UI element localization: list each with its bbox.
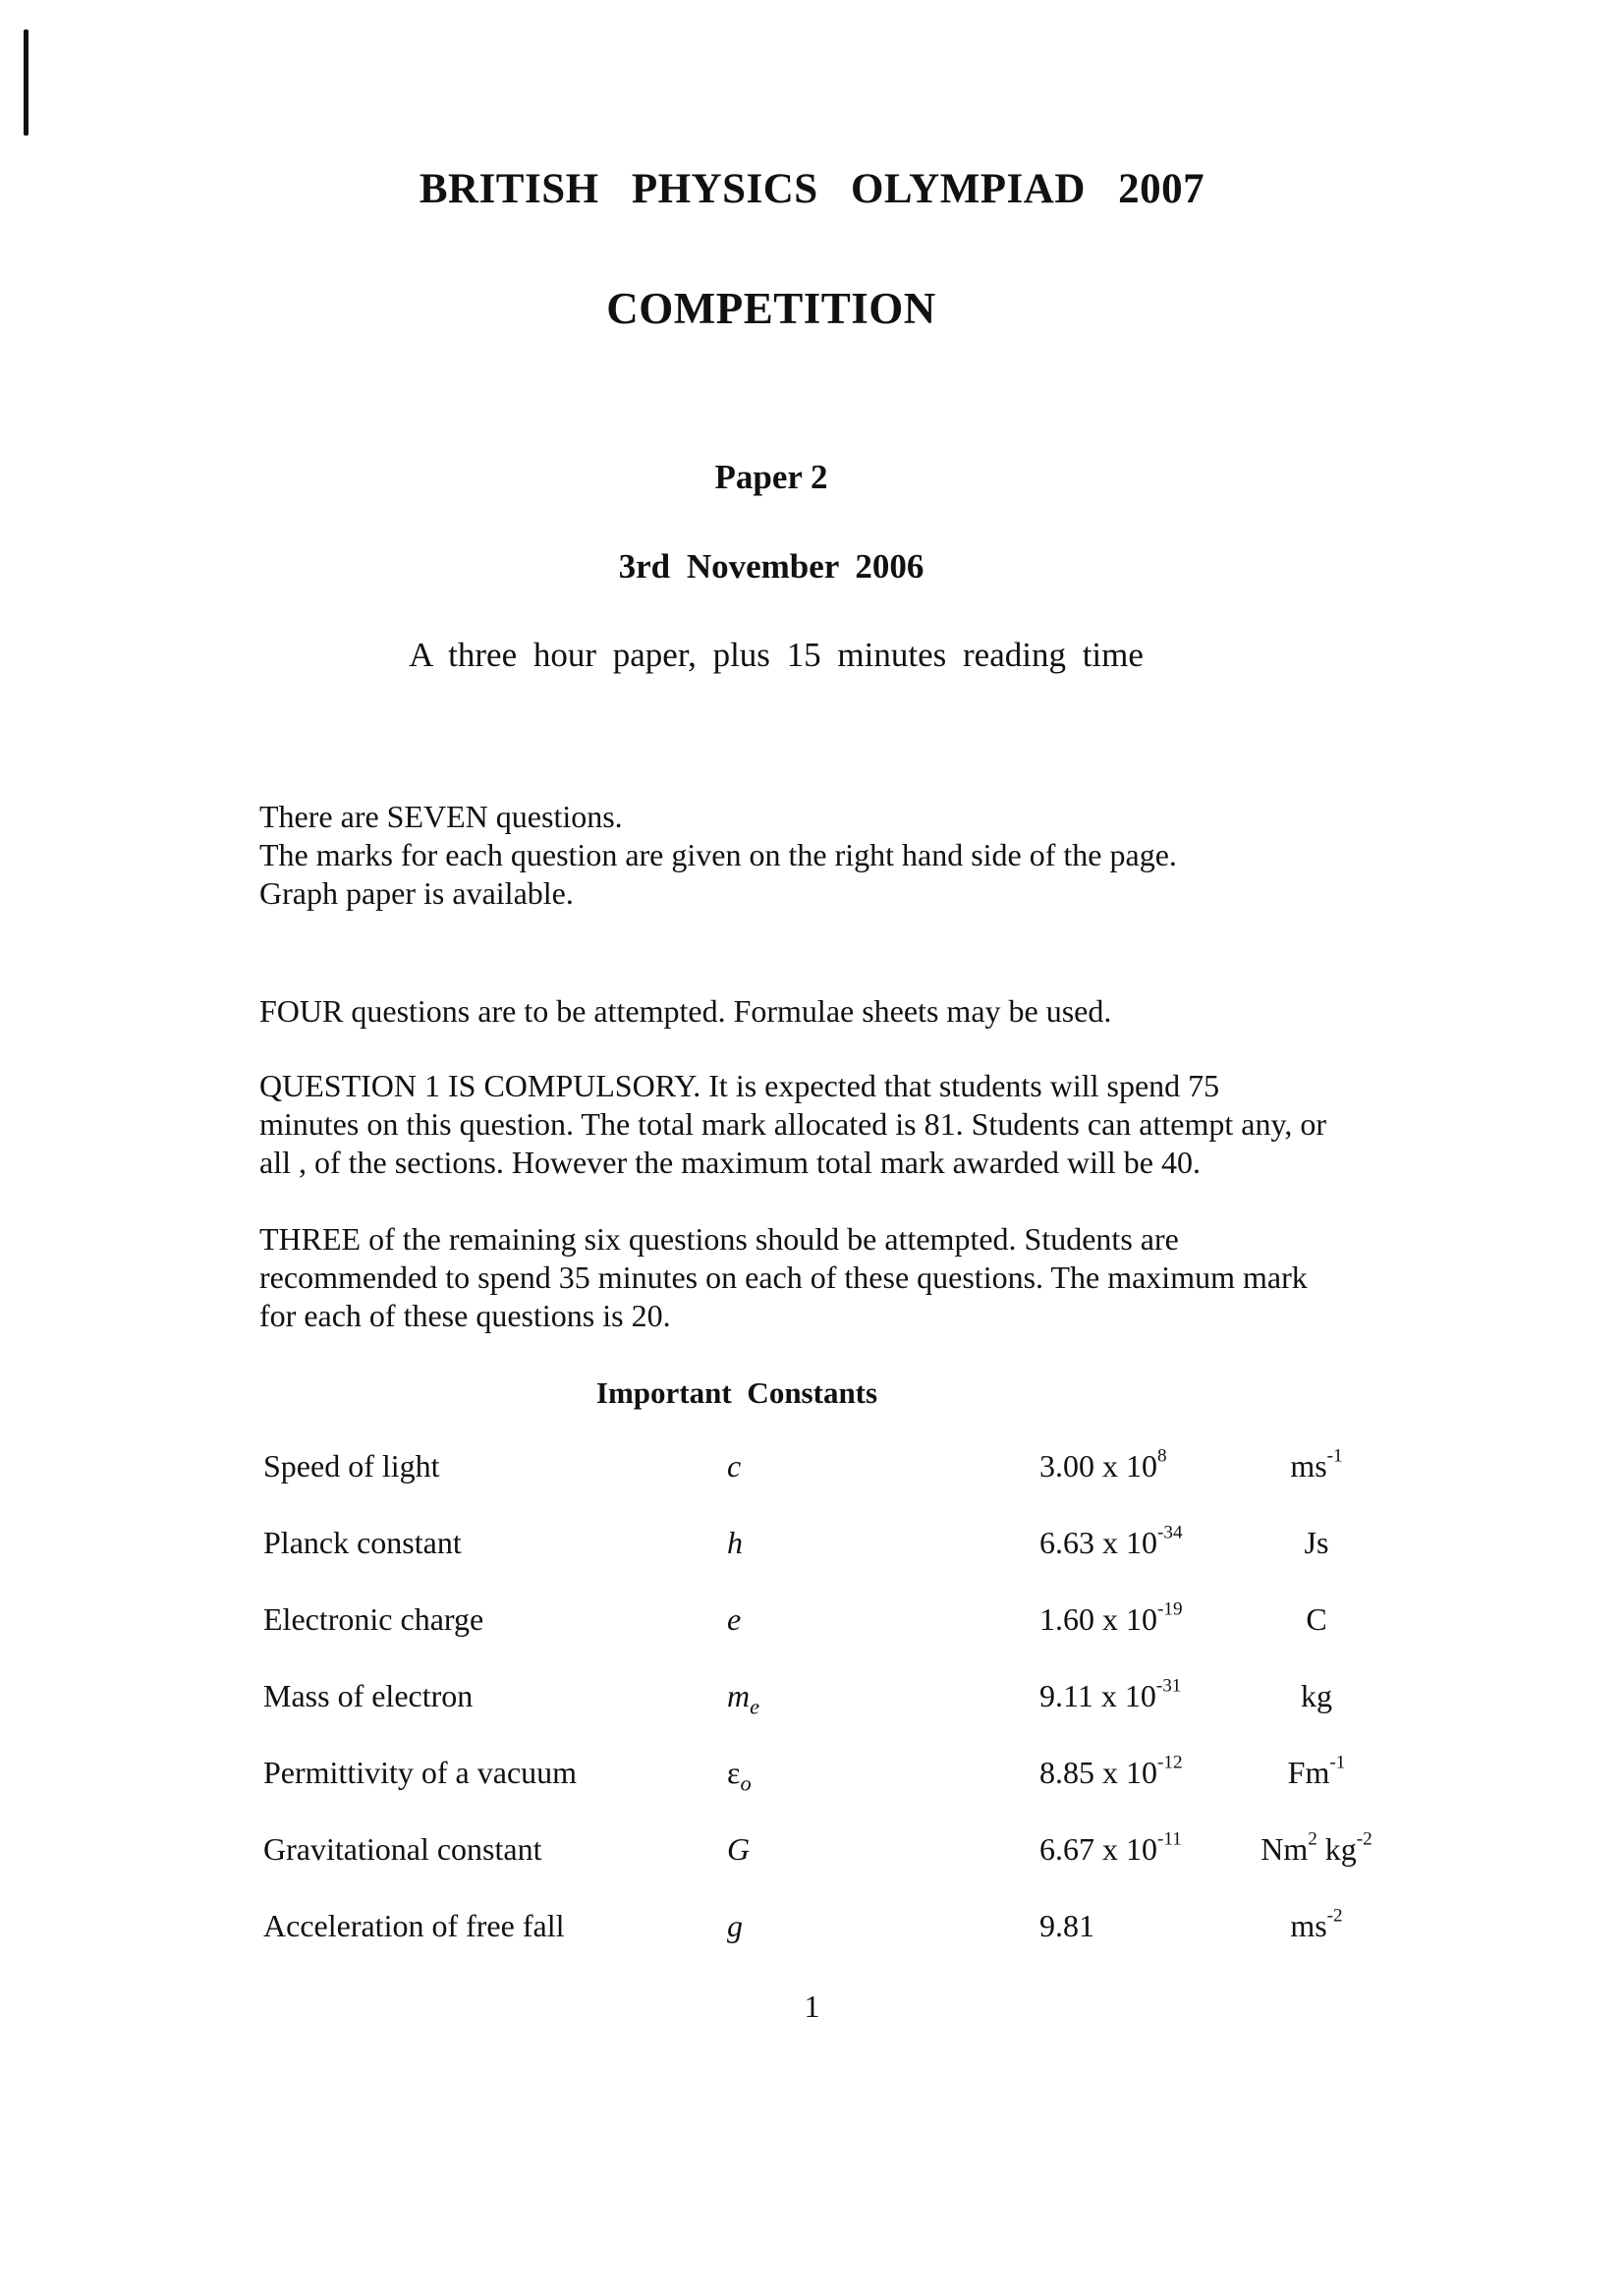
text-line: all , of the sections. However the maximum total mark awarded will be 40. <box>259 1145 1201 1180</box>
constant-unit: $ms^{-1}$ <box>1290 1445 1343 1484</box>
page-number: 1 <box>804 1988 820 2024</box>
instructions-paragraph-4 <box>259 1220 1308 1335</box>
text-line: QUESTION 1 IS COMPULSORY. It is expected that students will spend 75 <box>259 1068 1220 1103</box>
constant-row-electron-mass <box>0 1675 1624 1727</box>
constant-symbol: g <box>727 1908 743 1943</box>
constant-name: Speed of light <box>263 1448 440 1484</box>
constant-unit: C <box>1306 1601 1327 1637</box>
constant-value: 8.85 x $10^{-12}$ <box>1039 1752 1183 1790</box>
constant-row-free-fall <box>0 1905 1624 1957</box>
scan-edge-mark <box>24 29 28 136</box>
instructions-paragraph-2 <box>259 992 1111 1031</box>
text-line: for each of these questions is 20. <box>259 1298 671 1333</box>
constant-name: Acceleration of free fall <box>263 1908 565 1943</box>
constant-value: 9.11 x $10^{-31}$ <box>1039 1675 1182 1713</box>
text-line: recommended to spend 35 minutes on each of these questions. The maximum mark <box>259 1260 1308 1295</box>
constant-value: 6.63 x $10^{-34}$ <box>1039 1522 1183 1560</box>
constant-symbol: $m_e$ <box>727 1678 760 1719</box>
page-subtitle: COMPETITION <box>606 284 936 333</box>
constant-name: Gravitational constant <box>263 1831 542 1867</box>
constant-row-speed-of-light <box>0 1445 1624 1497</box>
constant-name: Planck constant <box>263 1525 462 1560</box>
instructions-paragraph-3 <box>259 1067 1326 1182</box>
constant-row-gravitational <box>0 1828 1624 1880</box>
text-line: THREE of the remaining six questions should be attempted. Students are <box>259 1221 1179 1257</box>
constant-name: Permittivity of a vacuum <box>263 1755 578 1790</box>
constant-value: 1.60 x $10^{-19}$ <box>1039 1598 1183 1637</box>
constant-row-electronic-charge <box>0 1598 1624 1651</box>
constant-unit: Js <box>1304 1525 1329 1560</box>
exam-duration: A three hour paper, plus 15 minutes reading time <box>409 636 1144 674</box>
constant-symbol: G <box>727 1831 751 1867</box>
constant-name: Electronic charge <box>263 1601 484 1637</box>
constant-symbol: c <box>727 1448 742 1484</box>
constant-unit: $Fm^{-1}$ <box>1287 1752 1346 1790</box>
text-line: minutes on this question. The total mark allocated is 81. Students can attempt any, or <box>259 1106 1327 1142</box>
page-title: BRITISH PHYSICS OLYMPIAD 2007 <box>419 166 1205 212</box>
text-line: There are SEVEN questions. <box>259 799 623 834</box>
constant-row-planck <box>0 1522 1624 1574</box>
constant-symbol: $\varepsilon_o$ <box>727 1755 752 1796</box>
constant-symbol: h <box>727 1525 743 1560</box>
text-line: The marks for each question are given on the right hand side of the page. <box>259 837 1177 872</box>
exam-date: 3rd November 2006 <box>618 547 924 586</box>
constant-value: 9.81 <box>1039 1908 1094 1943</box>
constant-unit: Nm$^2$ $kg^{-2}$ <box>1260 1828 1372 1867</box>
constant-unit: kg <box>1301 1678 1332 1713</box>
paper-label: Paper 2 <box>714 458 828 496</box>
constant-row-permittivity <box>0 1752 1624 1804</box>
instructions-paragraph-1 <box>259 798 1177 913</box>
text-line: FOUR questions are to be attempted. Formulae sheets may be used. <box>259 993 1112 1029</box>
constant-symbol: e <box>727 1601 742 1637</box>
constant-unit: $ms^{-2}$ <box>1290 1905 1343 1943</box>
constant-value: 6.67 x $10^{-11}$ <box>1039 1828 1182 1867</box>
constants-heading: Important Constants <box>595 1375 878 1410</box>
constant-name: Mass of electron <box>263 1678 474 1713</box>
constant-value: 3.00 x $10^8$ <box>1039 1445 1167 1484</box>
text-line: Graph paper is available. <box>259 875 574 911</box>
